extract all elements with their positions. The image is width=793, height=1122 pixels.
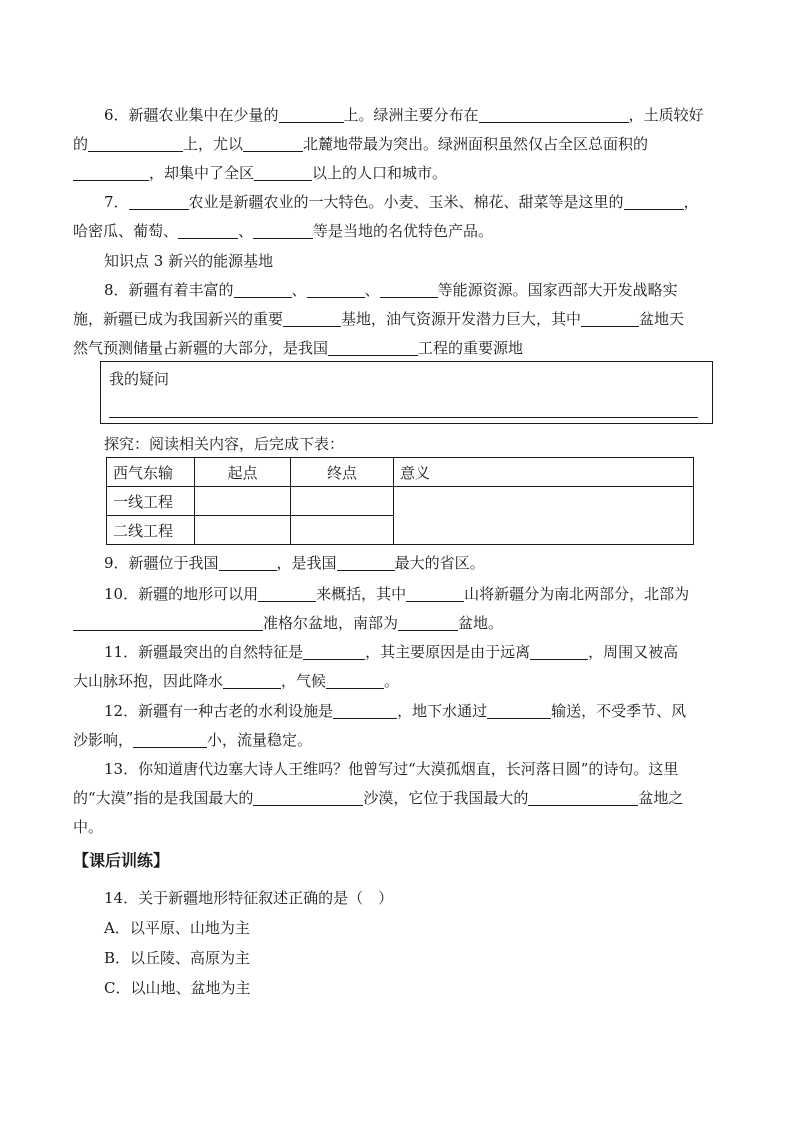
blank[interactable] — [283, 309, 341, 327]
start-cell[interactable] — [195, 487, 291, 516]
blank[interactable] — [129, 192, 189, 210]
q13-line-3: 中。 — [73, 818, 104, 836]
blank[interactable] — [398, 613, 458, 631]
q12-line-2: 沙影响， 小，流量稳定。 — [73, 731, 313, 749]
significance-cell[interactable] — [394, 487, 694, 545]
blank[interactable] — [219, 553, 277, 571]
header-project: 西气东输 — [107, 458, 195, 487]
q14-option-a[interactable]: A．以平原、山地为主 — [104, 919, 250, 937]
blank[interactable] — [279, 105, 344, 123]
blank[interactable] — [178, 221, 238, 239]
table-header-row — [107, 458, 694, 487]
header-end: 终点 — [291, 458, 394, 487]
row-label: 一线工程 — [107, 487, 195, 516]
blank[interactable] — [133, 730, 207, 748]
q11-line-1: 11．新疆最突出的自然特征是 ，其主要原因是由于远离 ，周围又被高 — [104, 643, 679, 661]
end-cell[interactable] — [291, 487, 394, 516]
blank[interactable] — [581, 309, 639, 327]
end-cell[interactable] — [291, 516, 394, 545]
q8-line-3: 然气预测储量占新疆的大部分，是我国 工程的重要源地 — [73, 339, 524, 357]
header-significance: 意义 — [394, 458, 694, 487]
q14-stem: 14．关于新疆地形特征叙述正确的是（ ） — [104, 889, 394, 907]
q6-line-2: 的 上，尤以 北麓地带最为突出。绿洲面积虽然仅占全区总面积的 — [73, 135, 649, 153]
blank[interactable] — [528, 788, 638, 806]
blank[interactable] — [253, 788, 363, 806]
blank[interactable] — [530, 642, 588, 660]
blank[interactable] — [479, 105, 629, 123]
blank[interactable] — [333, 701, 397, 719]
blank[interactable] — [258, 584, 316, 602]
blank[interactable] — [88, 134, 183, 152]
blank[interactable] — [406, 584, 464, 602]
blank[interactable] — [380, 280, 438, 298]
blank[interactable] — [624, 192, 684, 210]
blank[interactable] — [254, 163, 312, 181]
table-row — [107, 487, 694, 516]
q12-line-1: 12．新疆有一种古老的水利设施是 ，地下水通过 输送，不受季节、风 — [104, 702, 687, 720]
q13-line-1: 13．你知道唐代边塞大诗人王维吗？他曾写过“大漠孤烟直，长河落日圆”的诗句。这里 — [104, 760, 679, 778]
start-cell[interactable] — [195, 516, 291, 545]
pipeline-table — [106, 457, 694, 545]
header-start: 起点 — [195, 458, 291, 487]
doubt-box[interactable] — [100, 361, 713, 424]
doubt-box-label: 我的疑问 — [109, 370, 170, 388]
doubt-writing-line[interactable] — [109, 417, 698, 418]
q8-line-2: 施，新疆已成为我国新兴的重要 基地，油气资源开发潜力巨大，其中 盆地天 — [73, 310, 685, 328]
after-class-heading: 【课后训练】 — [73, 851, 170, 870]
blank[interactable] — [73, 613, 263, 631]
blank[interactable] — [223, 671, 281, 689]
q8-line-1: 8．新疆有着丰富的 、 、 等能源资源。国家西部大开发战略实 — [104, 281, 678, 299]
q6-line-1: 6．新疆农业集中在少量的 上。绿洲主要分布在 ，土质较好 — [104, 106, 704, 124]
q7-line-1: 7． 农业是新疆农业的一大特色。小麦、玉米、棉花、甜菜等是这里的 ， — [104, 193, 699, 211]
blank[interactable] — [307, 280, 365, 298]
blank[interactable] — [253, 221, 313, 239]
q7-line-2: 哈密瓜、葡萄、 、 等是当地的名优特色产品。 — [73, 222, 494, 240]
blank[interactable] — [326, 671, 384, 689]
blank[interactable] — [328, 338, 418, 356]
blank[interactable] — [303, 642, 365, 660]
blank[interactable] — [73, 163, 149, 181]
blank[interactable] — [337, 553, 395, 571]
q6-line-3: ，却集中了全区 以上的人口和城市。 — [73, 159, 723, 188]
q9-line: 9．新疆位于我国 ，是我国 最大的省区。 — [104, 554, 485, 572]
row-label: 二线工程 — [107, 516, 195, 545]
blank[interactable] — [487, 701, 551, 719]
q13-line-2: 的“大漠”指的是我国最大的 沙漠，它位于我国最大的 盆地之 — [73, 789, 684, 807]
section-heading: 知识点 3 新兴的能源基地 — [104, 252, 274, 270]
q10-line-2: 准格尔盆地，南部为 盆地。 — [73, 609, 723, 638]
q11-line-2: 大山脉环抱，因此降水 ，气候 。 — [73, 672, 400, 690]
q14-option-c[interactable]: C．以山地、盆地为主 — [104, 979, 251, 997]
q10-line-1: 10．新疆的地形可以用 来概括，其中 山将新疆分为南北两部分，北部为 — [104, 585, 690, 603]
explore-intro: 探究：阅读相关内容，后完成下表： — [104, 435, 345, 453]
blank[interactable] — [243, 134, 303, 152]
q14-option-b[interactable]: B．以丘陵、高原为主 — [104, 949, 251, 967]
blank[interactable] — [234, 280, 292, 298]
